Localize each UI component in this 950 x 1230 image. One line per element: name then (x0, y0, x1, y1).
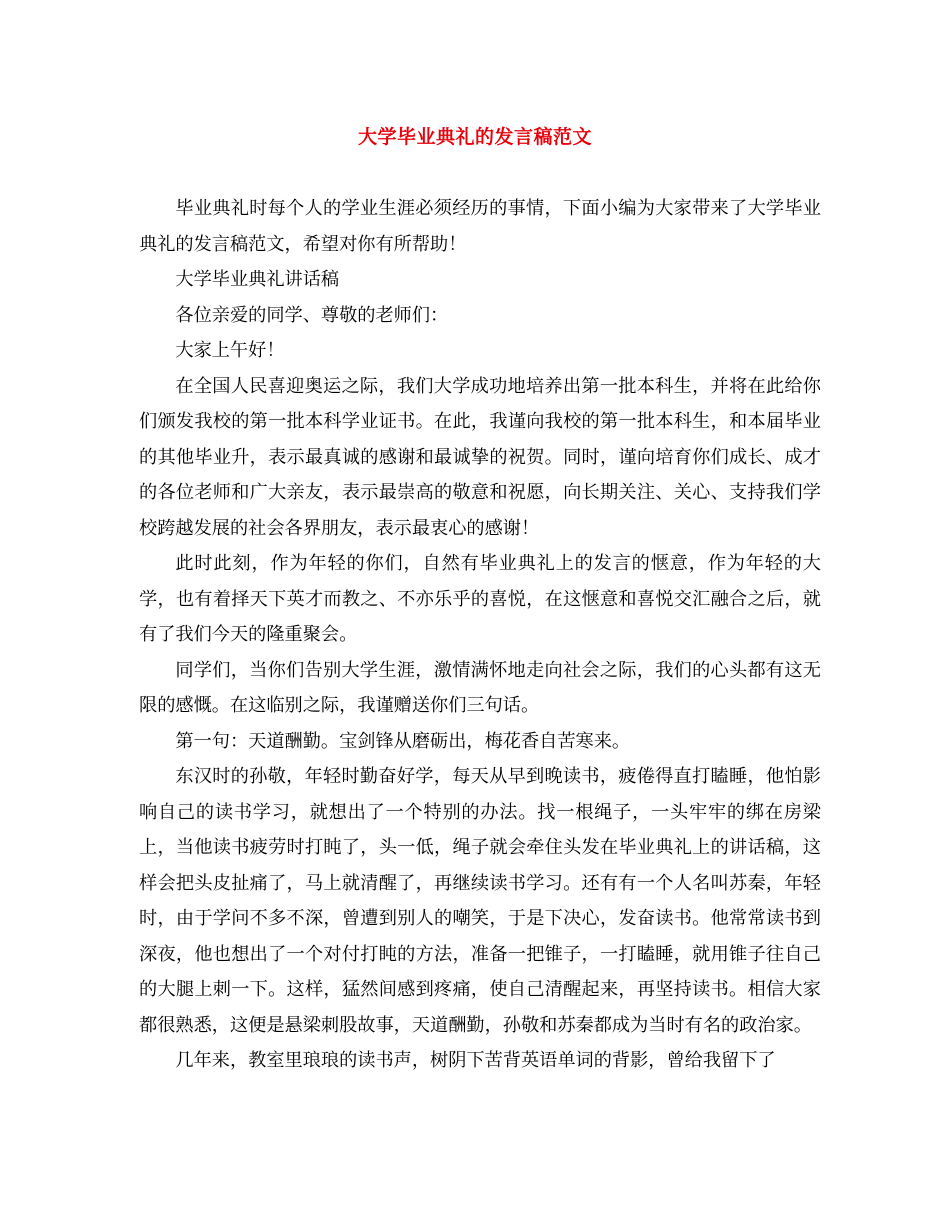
paragraph-salutation: 各位亲爱的同学、尊敬的老师们： (175, 304, 449, 326)
paragraph-greeting: 大家上午好！ (175, 340, 285, 361)
paragraph-speech-heading: 大学毕业典礼讲话稿 (175, 269, 340, 290)
paragraph-recent-years: 几年来，教室里琅琅的读书声，树阴下苦背英语单词的背影，曾给我留下了 (175, 1050, 776, 1071)
document-body (139, 191, 821, 1079)
paragraph-this-moment: 此时此刻，作为年轻的你们，自然有毕业典礼上的发言的惬意，作为年轻的大学，也有着择天下英才而教之、不亦乐乎的喜悦，在这惬意和喜悦交汇融合之后，就有了我们今天的隆重聚会。 (139, 553, 821, 645)
document-title: 大学毕业典礼的发言稿范文 (357, 126, 592, 148)
paragraph-story: 东汉时的孙敬，年轻时勤奋好学，每天从早到晚读书，疲倦得直打瞌睡，他怕影响自己的读书学习，就想出了一个特别的办法。找一根绳子，一头牢牢的绑在房梁上，当他读书疲劳时打盹了，头一低，绳子就会牵住头发在毕业典礼上的讲话稿，这样会把头皮扯痛了，马上就清醒了，再继续读书学习。还有有一个人名叫苏秦，年轻时，由于学问不多不深，曾遭到别人的嘲笑，于是下决心，发奋读书。他常常读书到深夜，他也想出了一个对付打盹的方法，准备一把锥子，一打瞌睡，就用锥子往自己的大腿上刺一下。这样，猛然间感到疼痛，使自己清醒起来，再坚持读书。相信大家都很熟悉，这便是悬梁刺股故事，天道酬勤，孙敬和苏秦都成为当时有名的政治家。 (139, 766, 821, 1036)
paragraph-farewell: 同学们，当你们告别大学生涯，激情满怀地走向社会之际，我们的心头都有这无限的感慨。在这临别之际，我谨赠送你们三句话。 (139, 659, 821, 716)
paragraph-first-saying: 第一句：天道酬勤。宝剑锋从磨砺出，梅花香自苦寒来。 (175, 730, 631, 752)
paragraph-congratulations: 在全国人民喜迎奥运之际，我们大学成功地培养出第一批本科生，并将在此给你们颁发我校的第一批本科学业证书。在此，我谨向我校的第一批本科生，和本届毕业的其他毕业升，表示最真诚的感谢和最诚挚的祝贺。同时，谨向培育你们成长、成才的各位老师和广大亲友，表示最崇高的敬意和祝愿，向长期关注、关心、支持我们学校跨越发展的社会各界朋友，表示最衷心的感谢！ (139, 375, 821, 539)
paragraph-intro: 毕业典礼时每个人的学业生涯必须经历的事情，下面小编为大家带来了大学毕业典礼的发言稿范文，希望对你有所帮助！ (139, 198, 821, 255)
